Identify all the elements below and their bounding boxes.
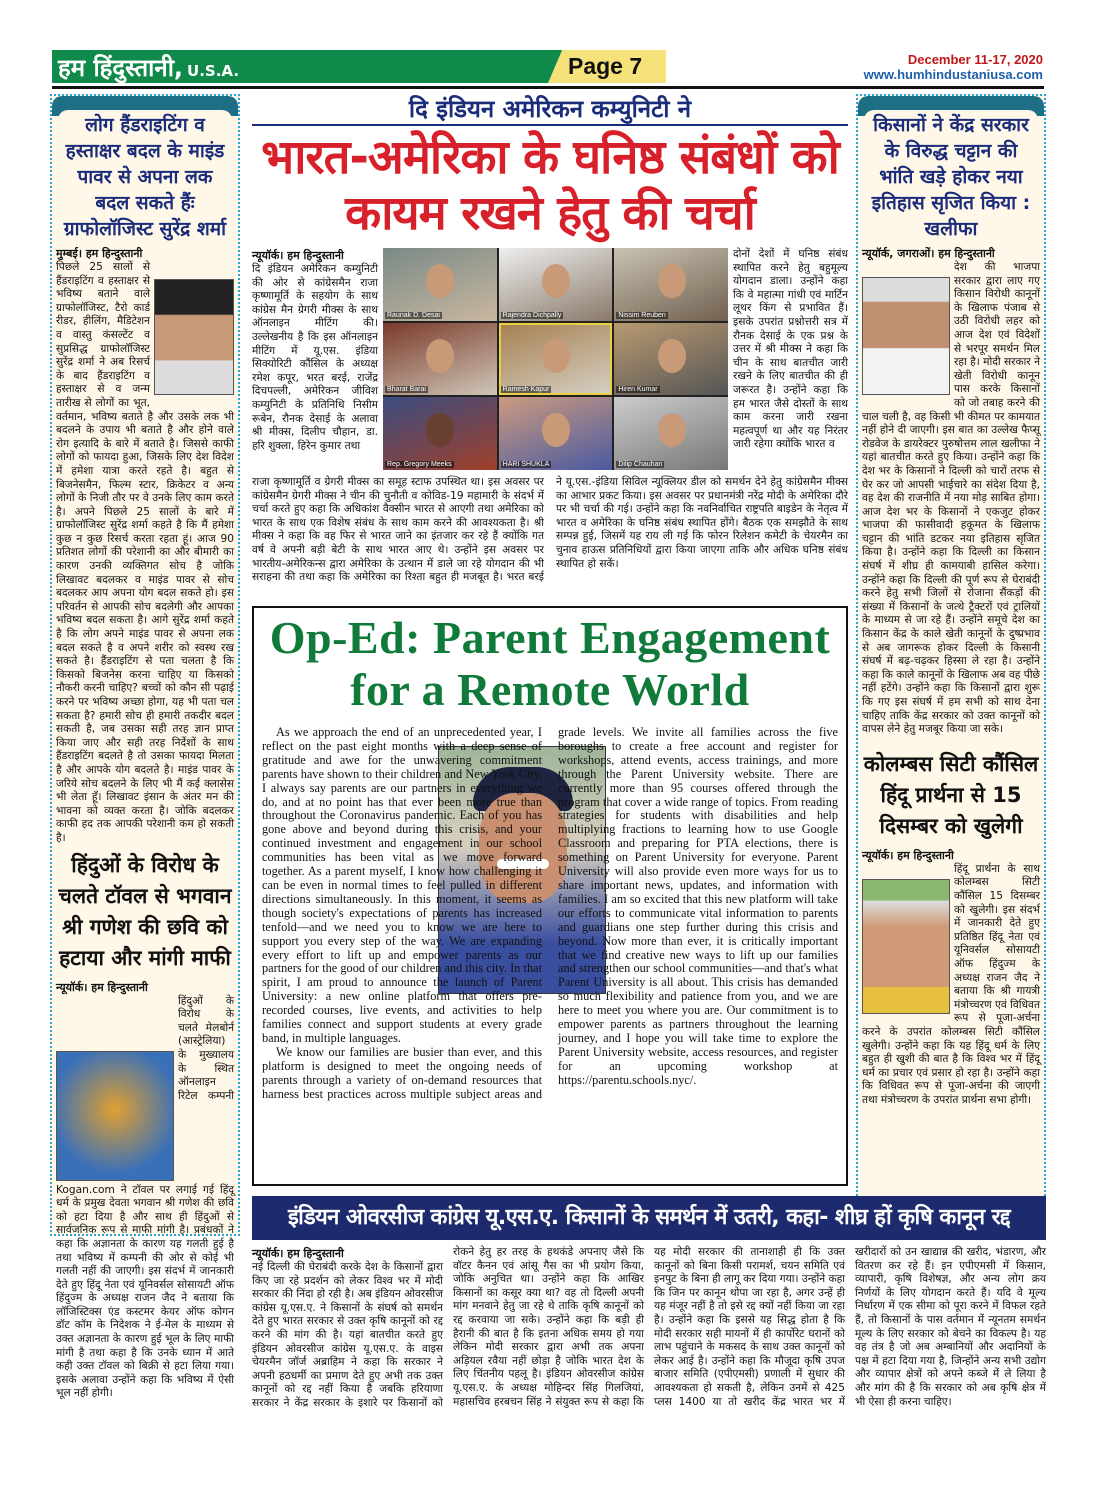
video-tile — [383, 323, 497, 396]
right-sidebar — [856, 94, 1046, 1236]
dateline: न्यूयॉर्क, जगराओं। हम हिन्दुस्तानी — [862, 247, 995, 260]
video-tile — [614, 248, 728, 321]
participant-name: Bharat Barai — [387, 386, 426, 394]
participant-name: Nissim Reuben — [618, 311, 666, 319]
participant-name: Ramesh Kapur — [502, 386, 550, 394]
khalifa-photo — [862, 277, 950, 395]
article-body — [858, 863, 1044, 1108]
oped-title: Op-Ed: Parent Engagement for a Remote World — [269, 612, 831, 715]
participant-name: Hiren Kumar — [618, 386, 658, 394]
participant-name: HARI SHUKLA — [502, 460, 550, 468]
dateline: न्यूयॉर्क। हम हिन्दुस्तानी — [252, 1247, 344, 1260]
rajan-zed-photo — [862, 879, 950, 1014]
columbus-headline: कोलम्बस सिटी कौंसिल हिंदू प्रार्थना से 15 दिसम्बर को खुलेगी — [863, 751, 1039, 838]
video-tile — [614, 323, 728, 396]
bottom-story-text: नई दिल्ली की घेराबंदी करके देश के किसानों द्वारा किए जा रहे प्रदर्शन को लेकर विश्व भर में मोदी सरकार की निंदा हो रही है। अब इंडियन ओवरसीज कांग्रेस यू.एस.ए. ने किसानों के संघर्ष को समर्थन देते हुए भारत सरकार से उक्त कृषि कानूनों को रद्द करने की मांग की है। यहां बातचीत करते हुए इंडियन ओवरसीज कांग्रेस यू.एस.ए. के वाइस चेयरमैन जॉर्ज अब्राहिम ने कहा कि सरकार ने अपनी हठधर्मी का प्रमाण देते हुए अभी तक उक्त कानूनों को रद्द नहीं किया है जबकि हरियाणा सरकार ने केंद्र सरकार के इशारे पर किसानों को रोकने हेतु हर तरह के हथकंडे अपनाए जैसे कि वॉटर कैनन एवं आंसू गैस का भी प्रयोग किया, जोकि अनुचित था। उन्होंने कहा कि आखिर किसानों का कसूर क्या था? वह तो दिल्ली अपनी मांग मनवाने हेतु जा रहे थे ताकि कृषि कानूनों को रद्द करवाया जा सके। उन्होंने कहा कि बड़ी ही हैरानी की बात है कि इतना अधिक समय हो गया लेकिन मोदी सरकार द्वारा अभी तक अपना अड़ियल रवैया नहीं छोड़ा है जोकि भारत देश के लिए चिंतनीय पहलू है। इंडियन ओवरसीज कांग्रेस यू.एस.ए. के अध्यक्ष मोहिन्दर सिंह गिलजियां, महासचिव हरबचन सिंह ने संयुक्त रूप से कहा कि यह मोदी सरकार की तानाशाही ही कि उक्त कानूनों को बिना किसी परामर्श, चयन समिति एवं इनपुट के बिना ही लागू कर दिया गया। उन्होंने कहा कि जिन पर कानून थोपा जा रहा है, अगर उन्हें ही यह मंजूर नहीं है तो इसे रद्द क्यों नहीं किया जा रहा है। उन्होंने कहा कि इससे यह सिद्ध होता है कि मोदी सरकार सही मायनों में ही कार्पोरेट घरानों को लाभ पहुंचाने के मकसद के साथ उक्त कानूनों को लेकर आई है। उन्होंने कहा कि मौजूदा कृषि उपज बाजार समिति (एपीएमसी) प्रणाली में सुधार की आवश्यकता हो सकती है, लेकिन उनमें से 425 प्लस 1400 या तो खरीद केंद्र भारत भर में खरीदारों को उन खाद्यान्न की खरीद, भंडारण, और वितरण कर रहे हैं। इन एपीएमसी में किसान, व्यापारी, कृषि विशेषज्ञ, और अन्य लोग क्रय निर्णयों के लिए योगदान करते हैं। यदि वे मूल्य निर्धारण में एक सीमा को पूरा करने में विफल रहते हैं, तो किसानों के पास वर्तमान में न्यूनतम समर्थन मूल्य के लिए सरकार को बेचने का विकल्प है। यह वह तंत्र है जो अब अम्बानियों और अदानियों के पक्ष में हटा दिया गया है, जिन्होंने अन्य सभी उद्योग और व्यापार क्षेत्रों को अपने कब्जे में ले लिया है और मांग की है कि सरकार को अब कृषि क्षेत्र में भी ऐसा ही करना चाहिए। — [252, 1246, 1046, 1409]
participant-name: Dilip Chauhan — [618, 460, 663, 468]
top-story-right: दोनों देशों में घनिष्ठ संबंध स्थापित करने हेतु बहुमूल्य योगदान डाला। उन्होंने कहा कि वे महात्मा गांधी एवं मार्टिन लूथर किंग से प्रभावित हैं। इसके उपरांत प्रश्नोत्तरी सत्र में रौनक देसाई के एक प्रश्न के उत्तर में श्री मीक्स ने कहा कि चीन के साथ बातचीत जारी रखने के लिए बातचीत की ही जरूरत है। उन्होंने कहा कि हम भारत जैसे दोस्तों के साथ काम करना जारी रखना महत्वपूर्ण था और यह निरंतर जारी रहेगा क्योंकि भारत व — [733, 248, 848, 451]
left-sidebar — [50, 94, 240, 1400]
issue-info — [864, 52, 1043, 82]
oped-box — [252, 606, 848, 1186]
video-tile — [383, 397, 497, 470]
video-tile — [499, 248, 613, 321]
kicker-rule — [252, 124, 848, 126]
masthead-rule — [52, 86, 1044, 89]
graphologist-photo — [154, 279, 234, 395]
main-headline: भारत-अमेरिका के घनिष्ठ संबंधों को कायम रखने हेतु की चर्चा — [261, 130, 839, 241]
farmers-headline: किसानों ने केंद्र सरकार के विरुद्ध चट्टान की भांति खड़े होकर नया इतिहास सृजित किया : खलीफा — [864, 110, 1038, 244]
title-text: हम हिंदुस्तानी, — [58, 54, 184, 82]
article-body — [52, 995, 238, 1402]
participant-name: Rep. Gregory Meeks — [387, 460, 452, 468]
video-call-screenshot — [383, 248, 728, 470]
story-kicker: दि इंडियन अमेरिकन कम्युनिटी ने — [408, 95, 692, 123]
issue-date: December 11-17, 2020 — [907, 52, 1043, 67]
video-tile — [499, 397, 613, 470]
article-body — [52, 261, 238, 846]
ganesh-towel-text: हिंदुओं के विरोध के चलते मेलबोर्न (आस्ट्रेलिया) के मुख्यालय के स्थित ऑनलाइन रिटेल कम्पनी Kogan.com ने टॉवल पर लगाई गई हिंदू धर्म के प्रमुख देवता भगवान श्री गणेश की छवि को हटा दिया है और साथ ही हिंदुओं से सार्वजनिक रूप से माफी मांगी है। प्रबंधकों ने कहा कि अज्ञानता के कारण यह गलती हुई है तथा भविष्य में कम्पनी की ओर से कोई भी गलती नहीं की जाएगी। इस संदर्भ में जानकारी देते हुए हिंदू नेता एवं यूनिवर्सल सोसायटी ऑफ हिंदुज्म के अध्यक्ष राजन जैद ने बताया कि लॉजिस्टिक्स एंड कस्टमर केयर ऑफ कोगन डॉट कॉम के निदेशक ने ई-मेल के माध्यम से उक्त अज्ञानता के कारण हुई भूल के लिए माफी मांगी है तथा कहा है कि उनके ध्यान में आते कही उक्त टॉवल को बिक्री से हटा लिया गया। इसके अलावा उन्होंने कहा कि भविष्य में ऐसी भूल नहीं होगी। — [56, 994, 234, 1400]
newspaper-title — [58, 51, 239, 84]
dateline: न्यूयॉर्क। हम हिन्दुस्तानी — [252, 249, 344, 262]
top-story-left — [252, 248, 378, 453]
bottom-story — [252, 1246, 1046, 1446]
participant-name: Rajendra Dichpally — [502, 311, 562, 319]
video-tile — [383, 248, 497, 321]
article-body — [858, 261, 1044, 737]
oped-paragraph: As we approach the end of an unprecedented year, I reflect on the past eight months with a deep sense of gratitude and awe for the unwavering commitment parents have shown to their children and New York City. I always say parents are our partners in everything we do, and at no point has that ever been more true than throughout the Coronavirus pandemic. Each of you has gone above and beyond during this crisis, and your continued investment and engagement in our school communities has been vital as we move forward together. As a parent myself, I know how challenging it can be even in normal times to feel pulled in different directions simultaneously. In this moment, it seems as though society's expectations of parents has increased tenfold—and we need you to know we are here to support you every step of the way. We are expanding every effort to lift up and empower parents as our partners for the good of our children and this city. In that spirit, I am proud to announce the launch of Parent University: a new online platform that offers pre-recorded courses, live events, and activities to help families connect and support students at every grade band, in multiple languages. — [262, 725, 542, 1045]
graphologist-headline: लोग हैंडराइटिंग व हस्ताक्षर बदल के माइंड पावर से अपना लक बदल सकते हैंः ग्राफोलॉजिस्ट सुरेंद्र शर्मा — [58, 110, 232, 244]
page-number: Page 7 — [568, 53, 643, 79]
farmers-text: देश की भाजपा सरकार द्वारा लाए गए किसान विरोधी कानूनों के खिलाफ पंजाब से उठी विरोधी लहर को आज देश एवं विदेशों से भरपूर समर्थन मिल रहा है। मोदी सरकार ने खेती विरोधी कानून पास करके किसानों को जो तबाह करने की चाल चली है, वह किसी भी कीमत पर कामयात नहीं होने दी जाएगी। इस बात का उल्लेख फैप्सू रोडवेज के डायरेक्टर पुरुषोत्तम लाल खलीफा ने यहां बातचीत करते हुए किया। उन्होंने कहा कि देश भर के किसानों ने दिल्ली को चारों तरफ से घेर कर जो आपसी भाईचारे का संदेश दिया है, वह देश की राजनीति में नया मोड़ साबित होगा। आज देश भर के किसानों ने एकजुट होकर भाजपा की फासीवादी हकूमत के खिलाफ चट्टान की भांति डटकर नया इतिहास सृजित किया है। उन्होंने कहा कि दिल्ली का किसान संघर्ष में शीघ्र ही कामयाबी हासिल करेगा। उन्होंने कहा कि दिल्ली की पूर्ण रूप से घेराबंदी करने हेतु सभी जिलों से रोजाना सैंकड़ों की संख्या में किसानों के जत्थे ट्रैक्टरों एवं ट्रालियों के माध्यम से जा रहे हैं। उन्होंने समूचे देश का किसान केंद्र के काले खेती कानूनों के दुष्प्रभाव से अब जागरूक होकर दिल्ली के किसानी संघर्ष में बढ़-चढ़कर हिस्सा ले रहा है। उन्होंने कहा कि काले कानूनों के खिलाफ अब वह पीछे नहीं हटेंगे। उन्होंने कहा कि किसानों द्वारा शुरू कि गए इस संघर्ष में हम सभी को साथ देना चाहिए ताकि केंद्र सरकार को उक्त कानूनों को वापस लेने हेतु मजबूर किया जा सके। — [862, 261, 1040, 736]
website-link[interactable]: www.humhindustaniusa.com — [863, 67, 1043, 82]
oped-body — [262, 726, 838, 1101]
graphologist-text: पिछले 25 सालों से हैंडराइटिंग व हस्ताक्षर से भविष्य बताने वाले ग्राफोलॉजिस्ट, टैरो कार्ड रीडर, हीलिंग, मैडिटेशन व वास्तु कंसल्टेंट व सुप्रसिद्ध ग्राफोलॉजिस्ट सुरेंद्र शर्मा ने अब रिसर्च के बाद हैंडराइटिंग व हस्ताक्षर से व जन्म तारीख से लोगों का भूत, वर्तमान, भविष्य बताते है और उसके लक भी बदलने के उपाय भी बताते है और होने वाले रोग इत्यादि के बारे में बताते है। जिससे काफी लोगों को फायदा हुआ, जिसके लिए देश विदेश में हमेशा यात्रा करते रहते है। बहुत से बिजनेसमैन, फिल्म स्टार, क्रिकेटर व अन्य लोगों के निजी तौर पर वे उनके लिए काम करते है। अपने पिछले 25 सालों के बारे में ग्राफोलॉजिस्ट सुरेंद्र शर्मा कहते है कि मैं हमेशा कुछ न कुछ रिसर्च करता रहता हूं। आज 90 प्रतिशत लोगों की परेशानी का और बीमारी का कारण उनकी व्यक्तिगत सोच है जोकि लिखावट बदलकर व माइंड पावर से सोच बदलकर आप अपना योग बदल सकते हो। इस परिवर्तन से आपकी सोच बदलेगी और आपका भविष्य बदल सकता है। आगे सुरेंद्र शर्मा कहते है कि लोग अपने माइंड पावर से अपना लक बदल सकते है व अपने शरीर को स्वस्थ रख सकते है। हैंडराइटिंग से पता चलता है कि किसको बिजनेस करना चाहिए या किसको नौकरी करनी चाहिए? बच्चों को कौन सी पढ़ाई करने पर भविष्य अच्छा होगा, यह भी पता चल सकता है? हमारी सोच ही हमारी तकदीर बदल सकती है, जब उसका सही तरह ज्ञान प्राप्त किया जाए और सही तरह निर्देशों के साथ हैंडराइटिंग बदलते है तो उसका फायदा मिलता है और आपके योग बदलते है। माइंड पावर के जरिये सोच बदलने के लिए भी मैं कई क्लासेस भी लेता हूँ। लिखावट इंसान के अंतर मन की भावना को व्यक्त करता है। जोकि बदलकर काफी हद तक आपकी परेशानी कम हो सकती है। — [56, 261, 234, 844]
participant-name: Raunak D. Desai — [387, 311, 440, 319]
ganesh-towel-headline: हिंदुओं के विरोध के चलते टॉवल से भगवान श्री गणेश की छवि को हटाया और मांगी माफी — [58, 852, 232, 970]
video-tile — [614, 397, 728, 470]
dateline: न्यूयॉर्क। हम हिन्दुस्तानी — [56, 980, 148, 994]
video-tile — [499, 323, 613, 396]
title-suffix: U.S.A. — [187, 62, 240, 80]
bottom-headline: इंडियन ओवरसीज कांग्रेस यू.एस.ए. किसानों के समर्थन में उतरी, कहा- शीघ्र हों कृषि कानून रद्द — [252, 1196, 1046, 1240]
top-story-text: दि इंडियन अमेरिकन कम्युनिटी की ओर से कांग्रेसमैन राजा कृष्णामूर्ति के सहयोग के साथ कांग्रेस मैन ग्रेगरी मीक्स के साथ ऑनलाइन मीटिंग की। उल्लेखनीय है कि इस ऑनलाइन मीटिंग में यू.एस. इंडिया सिक्योरिटी कौंसिल के अध्यक्ष रमेश कपूर, भरत बरई, राजेंद्र दिचपल्ली, अमेरिकन जीविश कम्युनिटी के प्रतिनिधि निसीम रूबेन, रौनक देसाई के अलावा श्री मीक्स, दिलीप चौहान, डा. हरि शुक्ला, हिरेन कुमार तथा — [252, 263, 378, 452]
top-story — [252, 248, 848, 600]
columbus-text: हिंदू प्रार्थना के साथ कोलम्बस सिटी कौंसिल 15 दिसम्बर को खुलेगी। इस संदर्भ में जानकारी देते हुए प्रतिष्ठित हिंदू नेता एवं यूनिवर्सल सोसायटी ऑफ हिंदुज्म के अध्यक्ष राजन जैद ने बताया कि श्री गायत्री मंत्रोच्चरण एवं विधिवत रूप से पूजा-अर्चना करने के उपरांत कोलम्बस सिटी कौंसिल खुलेगी। उन्होंने कहा कि यह हिंदू धर्म के लिए बहुत ही खुशी की बात है कि विश्व भर में हिंदू धर्म का प्रचार एवं प्रसार हो रहा है। उन्होंने कहा कि विधिवत रूप से पूजा-अर्चना की जाएगी तथा मंत्रोच्चरण के उपरांत प्रार्थना सभा होगी। — [862, 862, 1040, 1106]
oped-paragraph: We know our families are busier than ever, and this platform is designed to meet the ongoing needs of parents through a variety of on-demand resources that harness best practices across multiple subject areas and grade levels. We invite all families across the five boroughs to create a free account and register for workshops, attend events, access trainings, and more through the Parent University website. There are currently more than 95 courses offered through the program that cover a wide range of topics. From reading strategies for students with disabilities and help multiplying fractions to learning how to use Google Classroom and preparing for PTA elections, there is something on Parent University for everyone. Parent University will also provide even more ways for us to share important news, updates, and information with families. I am so excited that this new platform will take our efforts to communicate vital information to parents and guardians one step further during this crisis and beyond. Now more than ever, it is critically important that we find creative new ways to lift up our families and strengthen our school communities—and that's what Parent University is all about. This crisis has demanded so much flexibility and patience from you, and we are here to meet you where you are. Our commitment is to empower parents as partners throughout the learning journey, and I hope you will take time to explore the Parent University website, access resources, and register for an upcoming workshop at https://parentu.schools.nyc/. — [262, 725, 838, 1101]
dateline: मुम्बई। हम हिन्दुस्तानी — [56, 247, 143, 260]
top-story-bottom: राजा कृष्णामूर्ति व ग्रेगरी मीक्स का समूह स्टाफ उपस्थित था। इस अवसर पर कांग्रेसमैन ग्रेगरी मीक्स ने चीन की चुनौती व कोविड-19 महामारी के संदर्भ में चर्चा करते हुए कहा कि अधिकांश वैक्सीन भारत से आएगी तथा अमेरिका को भारत के साथ एक विशेष संबंध के साथ काम करने की आवश्यकता है। श्री मीक्स ने कहा कि वह फिर से भारत जाने का इंतजार कर रहे हैं क्योंकि गत वर्ष वे अपनी बड़ी बेटी के साथ भारत आए थे। उन्होंने इस अवसर पर भारतीय-अमेरिकन्स द्वारा अमेरिका के उत्थान में डाले जा रहे योगदान की भी सराहना की तथा कहा कि अमेरिका का रिश्ता बहुत ही मजबूत है। भरत बरई ने यू.एस.-इंडिया सिविल न्यूक्लियर डील को समर्थन देने हेतु कांग्रेसमैन मीक्स का आभार प्रकट किया। इस अवसर पर प्रधानमंत्री नरेंद्र मोदी के अमेरिका दौरे पर भी चर्चा की गई। उन्होंने कहा कि नवनिर्वाचित राष्ट्रपति बाइडेन के नेतृत्व में भारत व अमेरिका के घनिष्ठ संबंध स्थापित होंगे। बैठक एक समझौते के साथ सम्पन्न हुई, जिसमें यह राय ली गई कि फोरन रिलेशन कमेटी के चेयरमैन का चुनाव हाऊस प्रतिनिधियों द्वारा किया जाएगा ताकि और अधिक घनिष्ठ संबंध स्थापित हो सकें। — [252, 476, 848, 584]
ganesh-towel-photo — [56, 1051, 174, 1181]
dateline: न्यूयॉर्क। हम हिन्दुस्तानी — [862, 848, 954, 862]
